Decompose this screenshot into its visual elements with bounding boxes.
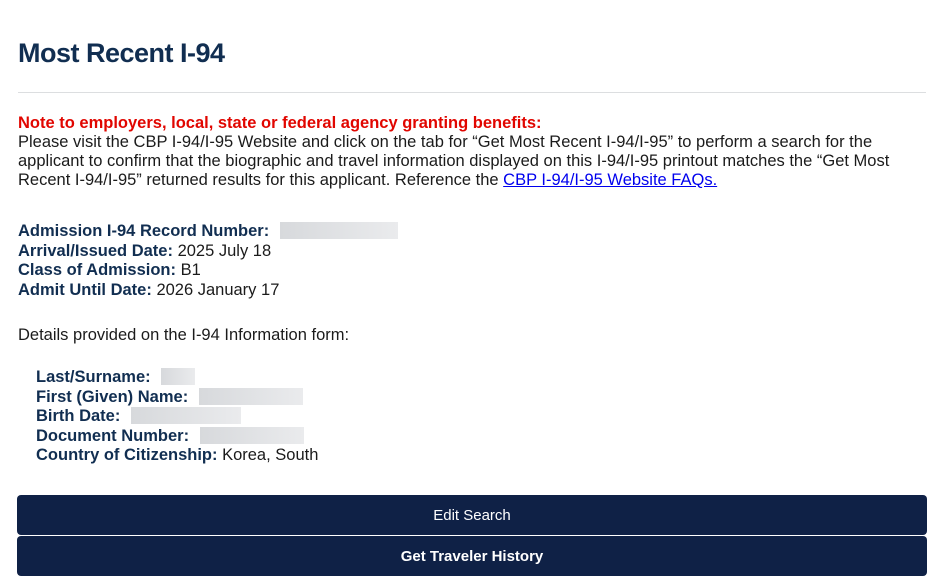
record-number-row: [18, 222, 398, 242]
page-title: Most Recent I-94: [18, 38, 225, 68]
document-number-label: Document Number:: [36, 426, 190, 445]
redacted-first-name: [199, 388, 303, 405]
faq-link[interactable]: CBP I-94/I-95 Website FAQs.: [503, 171, 718, 189]
edit-search-button[interactable]: Edit Search: [17, 495, 927, 535]
arrival-date-label: Arrival/Issued Date:: [18, 241, 173, 260]
class-of-admission-value: B1: [180, 261, 201, 279]
title-divider: [18, 92, 926, 93]
redacted-document-number: [200, 427, 304, 444]
last-name-label: Last/Surname:: [36, 368, 151, 386]
get-traveler-history-button[interactable]: Get Traveler History: [17, 536, 927, 576]
admit-until-label: Admit Until Date:: [18, 280, 152, 299]
class-of-admission-row: [18, 261, 398, 281]
last-name-row: [36, 368, 318, 388]
arrival-date-row: [18, 242, 398, 262]
employer-note: [18, 114, 928, 190]
citizenship-row: [36, 446, 318, 466]
citizenship-value: Korea, South: [222, 446, 319, 464]
traveler-details: [36, 368, 318, 466]
redacted-record-number: [280, 222, 398, 239]
birth-date-label: Birth Date:: [36, 407, 121, 425]
class-of-admission-label: Class of Admission:: [18, 261, 176, 279]
note-heading: Note to employers, local, state or federal agency granting benefits:: [18, 114, 542, 132]
record-number-label: Admission I-94 Record Number:: [18, 222, 270, 240]
first-name-row: [36, 388, 318, 408]
document-number-row: [36, 427, 318, 447]
details-intro: Details provided on the I-94 Information form:: [18, 326, 350, 344]
citizenship-label: Country of Citizenship:: [36, 446, 218, 464]
admit-until-value: 2026 January 17: [156, 280, 280, 299]
redacted-last-name: [161, 368, 195, 385]
admit-until-row: [18, 281, 398, 301]
birth-date-row: [36, 407, 318, 427]
admission-record: [18, 222, 398, 300]
note-body: Please visit the CBP I-94/I-95 Website and click on the tab for “Get Most Recent I-94/I-95” to perform a search for the applicant to confirm that the biographic and travel information displayed on this I-94/I-95 printout matches the “Get Most Recent I-94/I-95” returned results for this applicant. Reference the: [18, 133, 890, 189]
first-name-label: First (Given) Name:: [36, 387, 189, 406]
arrival-date-value: 2025 July 18: [177, 241, 272, 260]
redacted-birth-date: [131, 407, 241, 424]
